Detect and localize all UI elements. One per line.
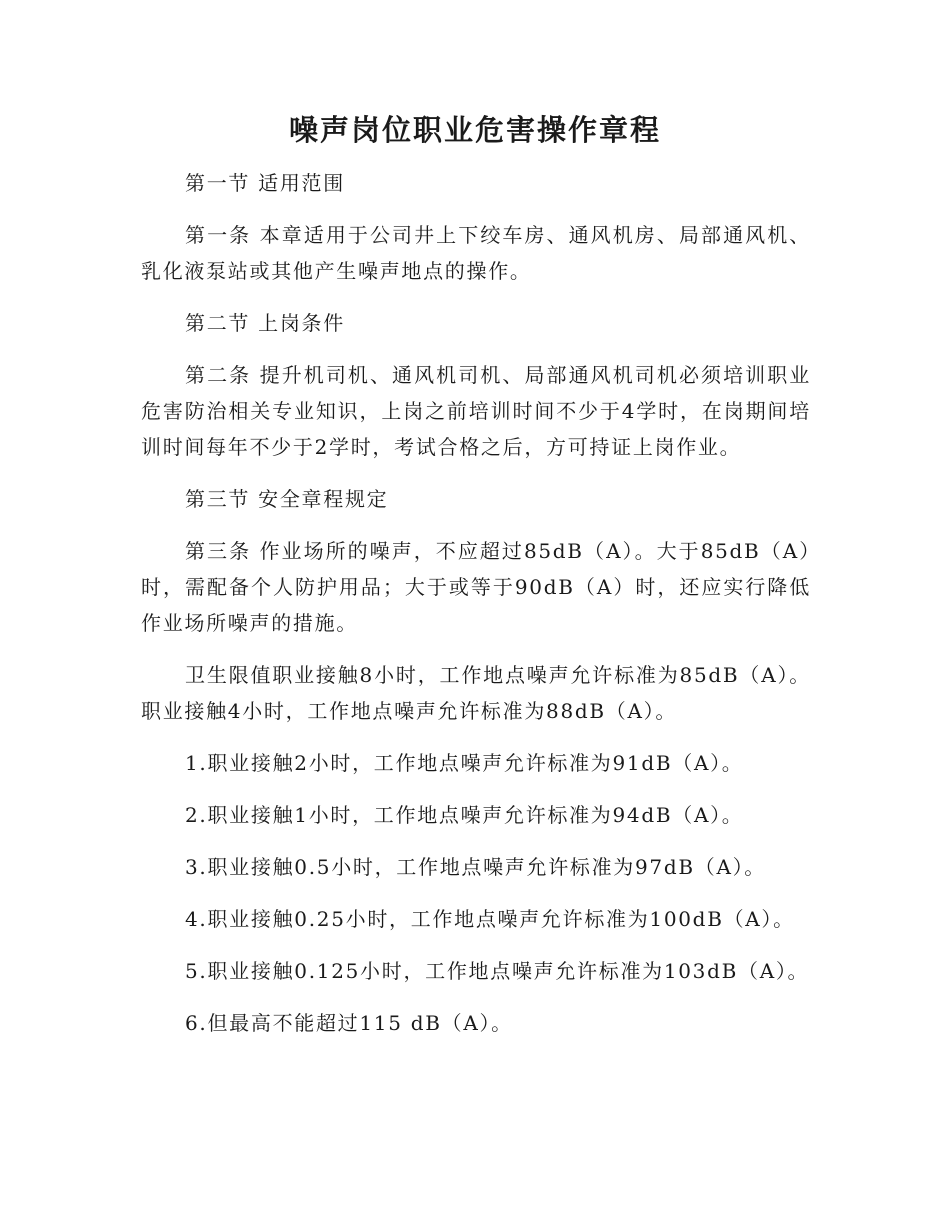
list-item: 1.职业接触2小时，工作地点噪声允许标准为91dB（A）。: [185, 751, 744, 775]
document-title: 噪声岗位职业危害操作章程: [288, 113, 661, 147]
list-item: 5.职业接触0.125小时，工作地点噪声允许标准为103dB（A）。: [185, 959, 810, 983]
section-heading: 第三节 安全章程规定: [185, 487, 389, 511]
section-heading: 第一节 适用范围: [185, 171, 345, 195]
article-paragraph: 第三条 作业场所的噪声，不应超过85dB（A）。大于85dB（A）时，需配备个人防护用品；大于或等于90dB（A）时，还应实行降低作业场所噪声的措施。: [141, 539, 811, 635]
body-paragraph: 卫生限值职业接触8小时，工作地点噪声允许标准为85dB（A）。职业接触4小时，工作地点噪声允许标准为88dB（A）。: [141, 663, 811, 723]
list-item: 2.职业接触1小时，工作地点噪声允许标准为94dB（A）。: [185, 803, 744, 827]
article-paragraph: 第一条 本章适用于公司井上下绞车房、通风机房、局部通风机、乳化液泵站或其他产生噪声地点的操作。: [141, 223, 811, 283]
document-body: [141, 165, 811, 1041]
list-item: 3.职业接触0.5小时，工作地点噪声允许标准为97dB（A）。: [185, 855, 766, 879]
list-item: 6.但最高不能超过115 dB（A）。: [185, 1011, 513, 1035]
section-heading: 第二节 上岗条件: [185, 311, 345, 335]
list-item: 4.职业接触0.25小时，工作地点噪声允许标准为100dB（A）。: [185, 907, 795, 931]
article-paragraph: 第二条 提升机司机、通风机司机、局部通风机司机必须培训职业危害防治相关专业知识，上岗之前培训时间不少于4学时，在岗期间培训时间每年不少于2学时，考试合格之后，方可持证上岗作业。: [141, 363, 811, 459]
